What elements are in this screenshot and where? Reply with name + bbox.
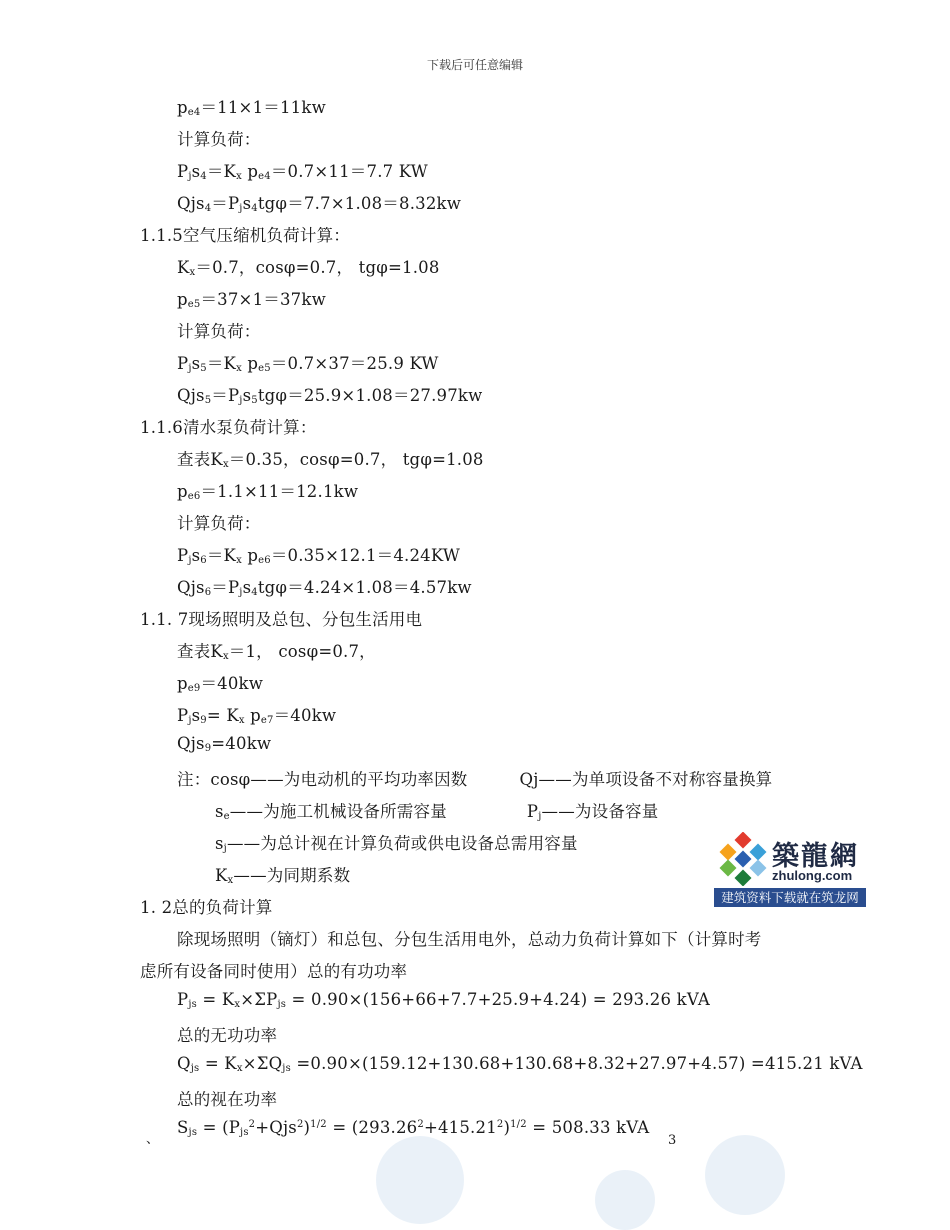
formula-pjs-total: $P_{js} = K_x\times\Sigma P_{js} = 0.90\times(156+66+7.7+25.9+4.24) = 293.26$ kVA	[177, 990, 710, 1010]
logo-name-en: zhulong.com	[772, 868, 853, 883]
paragraph-line-1: 除现场照明（镝灯）和总包、分包生活用电外，总动力负荷计算如下（计算时考	[177, 930, 762, 949]
formula-qjs6: $Qjs_6=P_js_4tg\varphi=4.24\times 1.08=4.57kw$	[177, 578, 472, 598]
watermark-snowflake-icon	[360, 1130, 480, 1230]
zhulong-logo[interactable]	[714, 832, 866, 908]
formula-pjs4: $P_js_4=K_x$ $p_{e4}=0.7\times 11=7.7$ KW	[177, 162, 428, 182]
formula-pjs9: $P_js_9= K_x$ $p_{e7}=40kw$	[177, 706, 337, 726]
snowflake-icon	[716, 832, 770, 886]
formula-kx5: $K_x=0.7$，cosφ=0.7， tgφ=1.08	[177, 258, 440, 278]
page-number: 3	[668, 1133, 677, 1148]
formula-pjs5: $P_js_5=K_x$ $p_{e5}=0.7\times 37=25.9$ KW	[177, 354, 439, 374]
note-line-1: 注：cosφ——为电动机的平均功率因数 Qj——为单项设备不对称容量换算	[177, 770, 773, 789]
formula-pe6: $p_{e6}=1.1\times 11=12.1kw$	[177, 482, 359, 502]
watermark-snowflake-icon	[590, 1165, 660, 1230]
formula-kx9: 查表$K_x=1$， cosφ=0.7，	[177, 642, 376, 662]
note-line-2: $s_e——$为施工机械设备所需容量 $P_j——$为设备容量	[215, 802, 659, 822]
formula-pe4: $p_{e4}=11\times 1=11kw$	[177, 98, 326, 118]
calc-label: 计算负荷：	[177, 322, 261, 341]
section-heading-1-2: 1. 2总的负荷计算	[140, 898, 273, 917]
page-header: 下载后可任意编辑	[426, 58, 523, 72]
note-line-3: $s_j——$为总计视在计算负荷或供电设备总需用容量	[215, 834, 578, 854]
logo-name-cn: 築龍網	[772, 841, 859, 872]
formula-pjs6: $P_js_6=K_x$ $p_{e6}=0.35\times 12.1=4.24KW$	[177, 546, 460, 566]
formula-qjs4: $Qjs_4=P_js_4tg\varphi=7.7\times 1.08=8.32kw$	[177, 194, 462, 214]
section-heading-1-1-7: 1.1. 7现场照明及总包、分包生活用电	[140, 610, 423, 629]
calc-label: 计算负荷：	[177, 514, 261, 533]
formula-sjs-total: $S_{js} = (P_{js}^2+Qjs^2)^{1/2} = (293.26^2+415.21^2)^{1/2} = 508.33$ kVA	[177, 1118, 650, 1138]
calc-label: 计算负荷：	[177, 130, 261, 149]
watermark-snowflake-icon	[700, 1130, 790, 1220]
logo-slogan: 建筑资料下载就在筑龙网	[714, 888, 866, 907]
label-reactive-power: 总的无功功率	[177, 1026, 278, 1045]
section-heading-1-1-5: 1.1.5空气压缩机负荷计算：	[140, 226, 350, 245]
logo-panel	[714, 832, 866, 887]
formula-pe5: $p_{e5}=37\times 1=37kw$	[177, 290, 326, 310]
formula-pe9: $p_{e9}=40kw$	[177, 674, 264, 694]
footer-mark: 、	[146, 1132, 160, 1147]
formula-qjs5: $Qjs_5=P_js_5tg\varphi=25.9\times 1.08=27.97kw$	[177, 386, 483, 406]
formula-qjs-total: $Q_{js} = K_x\times\Sigma Q_{js} =0.90\times(159.12+130.68+130.68+8.32+27.97+4.57) =415.21$ kVA	[177, 1054, 863, 1074]
paragraph-line-2: 虑所有设备同时使用）总的有功功率	[140, 962, 408, 981]
formula-kx6: 查表$K_x=0.35$，cosφ=0.7， tgφ=1.08	[177, 450, 484, 470]
label-apparent-power: 总的视在功率	[177, 1090, 278, 1109]
note-line-4: $K_x——$为同期系数	[215, 866, 351, 886]
formula-qjs9: Qjs$_9$=40kw	[177, 734, 272, 754]
section-heading-1-1-6: 1.1.6清水泵负荷计算：	[140, 418, 317, 437]
